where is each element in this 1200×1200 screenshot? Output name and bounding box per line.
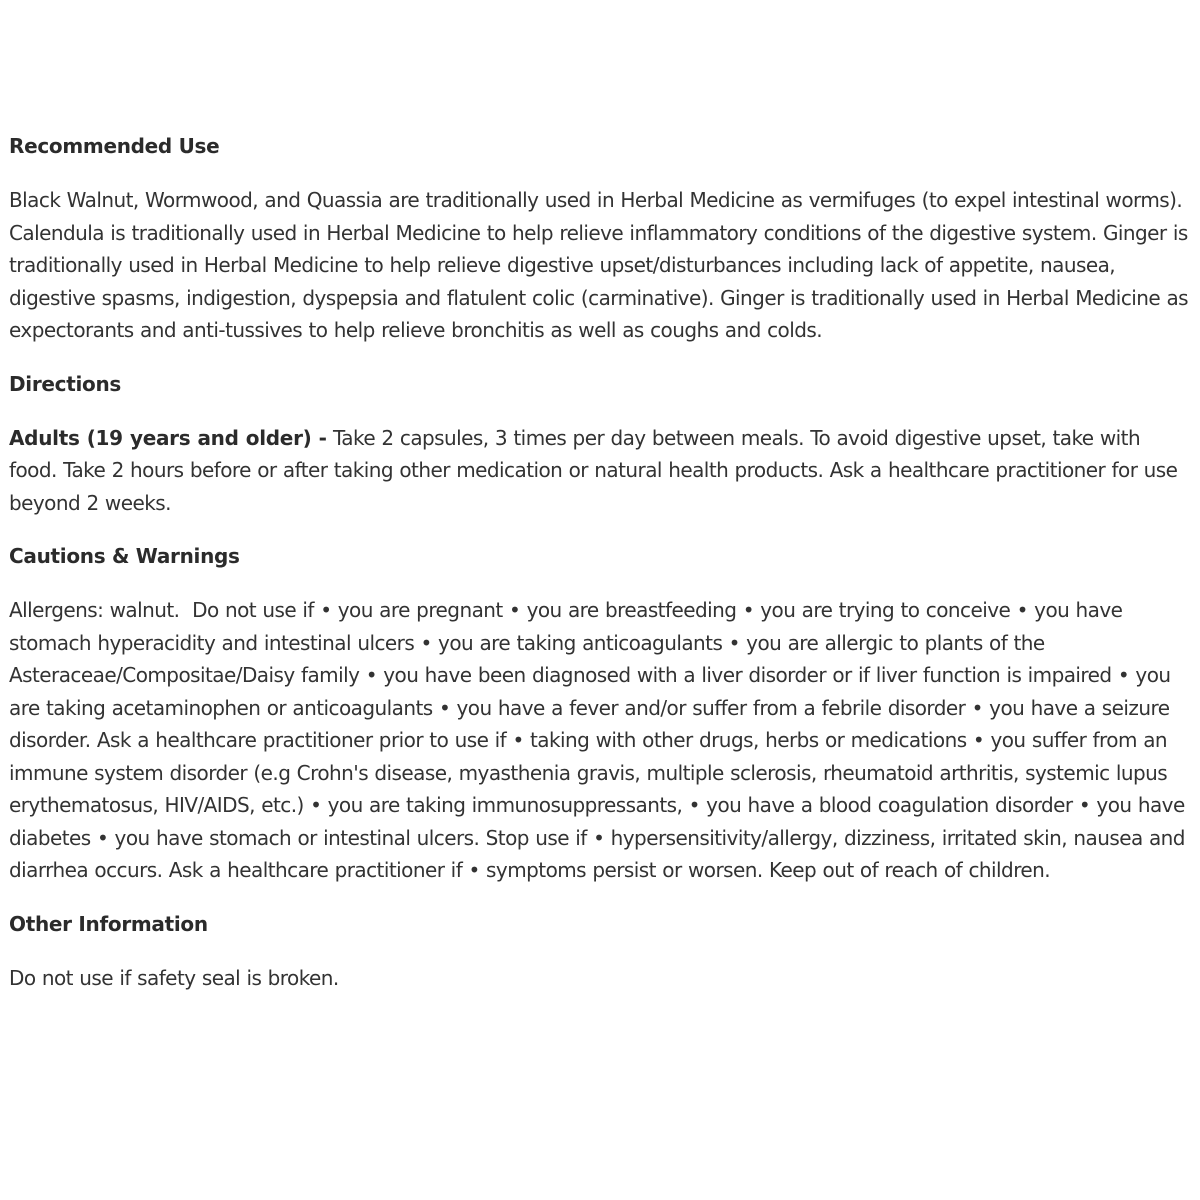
directions-text [9, 422, 1191, 520]
recommended-use-heading: Recommended Use [9, 134, 220, 158]
directions-lead: Adults (19 years and older) - [9, 425, 327, 450]
cautions-heading: Cautions & Warnings [9, 544, 240, 568]
cautions-text: Allergens: walnut. Do not use if • you are pregnant • you are breastfeeding • you are trying to conceive • you have stomach hyperacidity and intestinal ulcers • you are taking anticoagulants • you are allergic to plants of the Asteraceae/Compositae/Daisy family • you have been diagnosed with a liver disorder or if liver function is impaired • you are taking acetaminophen or anticoagulants • you have a fever and/or suffer from a febrile disorder • you have a seizure disorder. Ask a healthcare practitioner prior to use if • taking with other drugs, herbs or medications • you suffer from an immune system disorder (e.g Crohn's disease, myasthenia gravis, multiple sclerosis, rheumatoid arthritis, systemic lupus erythematosus, HIV/AIDS, etc.) • you are taking immunosuppressants, • you have a blood coagulation disorder • you have diabetes • you have stomach or intestinal ulcers. Stop use if • hypersensitivity/allergy, dizziness, irritated skin, nausea and diarrhea occurs. Ask a healthcare practitioner if • symptoms persist or worsen. Keep out of reach of children. [9, 598, 1192, 882]
recommended-use-text: Black Walnut, Wormwood, and Quassia are traditionally used in Herbal Medicine as vermifuges (to expel intestinal worms). Calendula is traditionally used in Herbal Medicine to help relieve inflammatory conditions of the digestive system. Ginger is traditionally used in Herbal Medicine to help relieve digestive upset/disturbances including lack of appetite, nausea, digestive spasms, indigestion, dyspepsia and flatulent colic (carminative). Ginger is traditionally used in Herbal Medicine as expectorants and anti-tussives to help relieve bronchitis as well as coughs and colds. [9, 188, 1195, 342]
other-information-text: Do not use if safety seal is broken. [9, 965, 339, 990]
other-information-heading: Other Information [9, 911, 208, 936]
product-info-document [9, 130, 1195, 1015]
directions-heading: Directions [9, 371, 122, 396]
directions-body: Take 2 capsules, 3 times per day between meals. To avoid digestive upset, take with food. Take 2 hours before or after taking other medication or natural health products. Ask a healthcare practitioner for use beyond 2 weeks. [9, 425, 1184, 515]
